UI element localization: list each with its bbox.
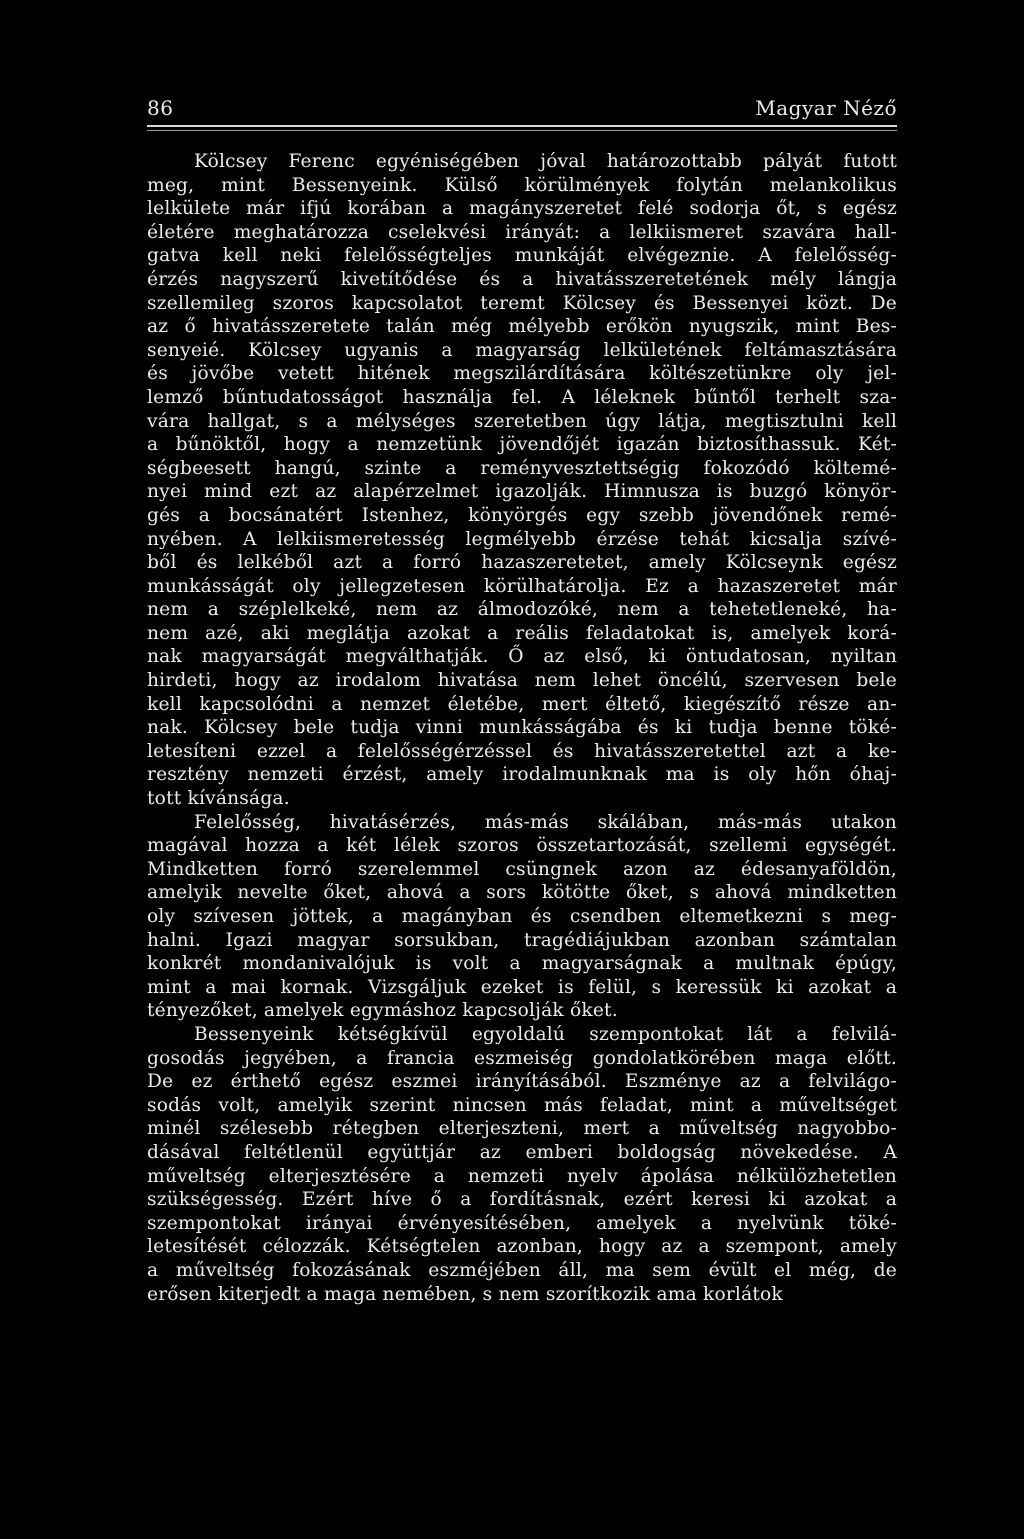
text-line: magával hozza a két lélek szoros összetartozását, szellemi egységét. xyxy=(147,835,897,857)
text-line: érzés nagyszerű kivetítődése és a hivatásszeretetének mély lángja xyxy=(147,268,897,290)
text-line: resztény nemzeti érzést, amely irodalmunknak ma is oly hőn óhaj- xyxy=(147,764,897,786)
text-line: életére meghatározza cselekvési irányát: a lelkiismeret szavára hall- xyxy=(147,221,897,243)
text-line: szellemileg szoros kapcsolatot teremt Kölcsey és Bessenyei közt. De xyxy=(147,292,897,314)
text-line: mint a mai kornak. Vizsgáljuk ezeket is felül, s keressük ki azokat a xyxy=(147,976,897,998)
text-line: munkásságát oly jellegzetesen körülhatárolja. Ez a hazaszeretet már xyxy=(147,575,897,597)
text-line: ségbeesett hangú, szinte a reményvesztettségig fokozódó költemé- xyxy=(147,457,897,479)
running-title: Magyar Néző xyxy=(755,96,897,120)
text-line: meg, mint Bessenyeink. Külső körülmények folytán melankolikus xyxy=(147,174,897,196)
text-line: és jövőbe vetett hitének megszilárdítására költészetünkre oly jel- xyxy=(147,363,897,385)
text-line: hirdeti, hogy az irodalom hivatása nem lehet öncélú, szervesen bele xyxy=(147,670,897,692)
text-line: Felelősség, hivatásérzés, más-más skálában, más-más utakon xyxy=(194,811,897,833)
text-line: nyei mind ezt az alapérzelmet igazolják. Himnusza is buzgó könyör- xyxy=(147,481,897,503)
text-line: kell kapcsolódni a nemzet életébe, mert éltető, kiegészítő része an- xyxy=(147,693,897,715)
text-line: az ő hivatásszeretete talán még mélyebb erőkön nyugszik, mint Bes- xyxy=(147,316,897,338)
paragraph xyxy=(147,150,897,811)
text-line: nem azé, aki meglátja azokat a reális feladatokat is, amelyek korá- xyxy=(147,622,897,644)
text-line: letesítését célozzák. Kétségtelen azonban, hogy az a szempont, amely xyxy=(147,1236,897,1258)
text-line: erősen kiterjedt a maga nemében, s nem szorítkozik ama korlátok xyxy=(147,1283,783,1305)
text-line: Bessenyeink kétségkívül egyoldalú szempontokat lát a felvilá- xyxy=(194,1023,897,1045)
text-line: lelkülete már ifjú korában a magányszeretet felé sodorja őt, s egész xyxy=(147,198,897,220)
text-line: letesíteni ezzel a felelősségérzéssel és hivatásszeretettel azt a ke- xyxy=(147,740,897,762)
text-line: tott kívánsága. xyxy=(147,788,290,810)
text-line: sodás volt, amelyik szerint nincsen más feladat, mint a műveltséget xyxy=(147,1094,897,1116)
text-line: gatva kell neki felelősségteljes munkáját elvégeznie. A felelősség- xyxy=(147,245,897,267)
text-line: gés a bocsánatért Istenhez, könyörgés egy szebb jövendőnek remé- xyxy=(147,504,897,526)
text-line: lemző bűntudatosságot használja fel. A léleknek bűntől terhelt sza- xyxy=(147,386,897,408)
text-line: vára hallgat, s a mélységes szeretetben úgy látja, megtisztulni kell xyxy=(147,410,897,432)
text-line: műveltség elterjesztésére a nemzeti nyelv ápolása nélkülözhetetlen xyxy=(147,1165,897,1187)
text-line: senyeié. Kölcsey ugyanis a magyarság lelkületének feltámasztására xyxy=(147,339,897,361)
page-number: 86 xyxy=(147,96,174,120)
text-line: nyében. A lelkiismeretesség legmélyebb érzése tehát kicsalja szívé- xyxy=(147,528,897,550)
page-header xyxy=(147,96,897,126)
paragraph xyxy=(147,811,897,1023)
text-line: halni. Igazi magyar sorsukban, tragédiájukban azonban számtalan xyxy=(147,929,897,951)
text-line: tényezőket, amelyek egymáshoz kapcsolják őket. xyxy=(147,1000,618,1022)
text-line: a műveltség fokozásának eszméjében áll, ma sem évült el még, de xyxy=(147,1259,897,1281)
text-line: a bűnöktől, hogy a nemzetünk jövendőjét igazán biztosíthassuk. Két- xyxy=(147,434,897,456)
text-line: konkrét mondanivalójuk is volt a magyarságnak a multnak épúgy, xyxy=(147,953,897,975)
text-line: dásával feltétlenül együttjár az emberi boldogság növekedése. A xyxy=(147,1141,897,1163)
text-line: oly szívesen jöttek, a magányban és csendben eltemetkezni s meg- xyxy=(147,906,897,927)
text-line: nem a széplelkeké, nem az álmodozóké, nem a tehetetleneké, ha- xyxy=(147,599,897,621)
text-line: De ez érthető egész eszmei irányításából. Eszménye az a felvilágo- xyxy=(147,1071,897,1093)
body-text xyxy=(147,150,897,1306)
text-line: minél szélesebb rétegben elterjeszteni, mert a műveltség nagyobbo- xyxy=(147,1118,897,1140)
text-line: nak. Kölcsey bele tudja vinni munkásságába és ki tudja benne töké- xyxy=(147,717,897,739)
text-line: gosodás jegyében, a francia eszmeiség gondolatkörében maga előtt. xyxy=(147,1047,897,1069)
text-line: szükségesség. Ezért híve ő a fordításnak, ezért keresi ki azokat a xyxy=(147,1189,897,1211)
text-line: Kölcsey Ferenc egyéniségében jóval határozottabb pályát futott xyxy=(194,151,897,172)
header-rule-thin xyxy=(147,130,897,131)
text-line: ből és lelkéből azt a forró hazaszeretetet, amely Kölcseynk egész xyxy=(147,552,897,574)
paragraph xyxy=(147,1023,897,1306)
text-line: nak magyarságát megválthatják. Ő az első, ki öntudatosan, nyiltan xyxy=(147,646,897,668)
header-rule xyxy=(147,125,897,127)
text-line: szempontokat irányai érvényesítésében, amelyek a nyelvünk töké- xyxy=(147,1212,897,1234)
text-line: Mindketten forró szerelemmel csüngnek azon az édesanyaföldön, xyxy=(147,858,897,880)
text-line: amelyik nevelte őket, ahová a sors kötötte őket, s ahová mindketten xyxy=(147,882,897,904)
